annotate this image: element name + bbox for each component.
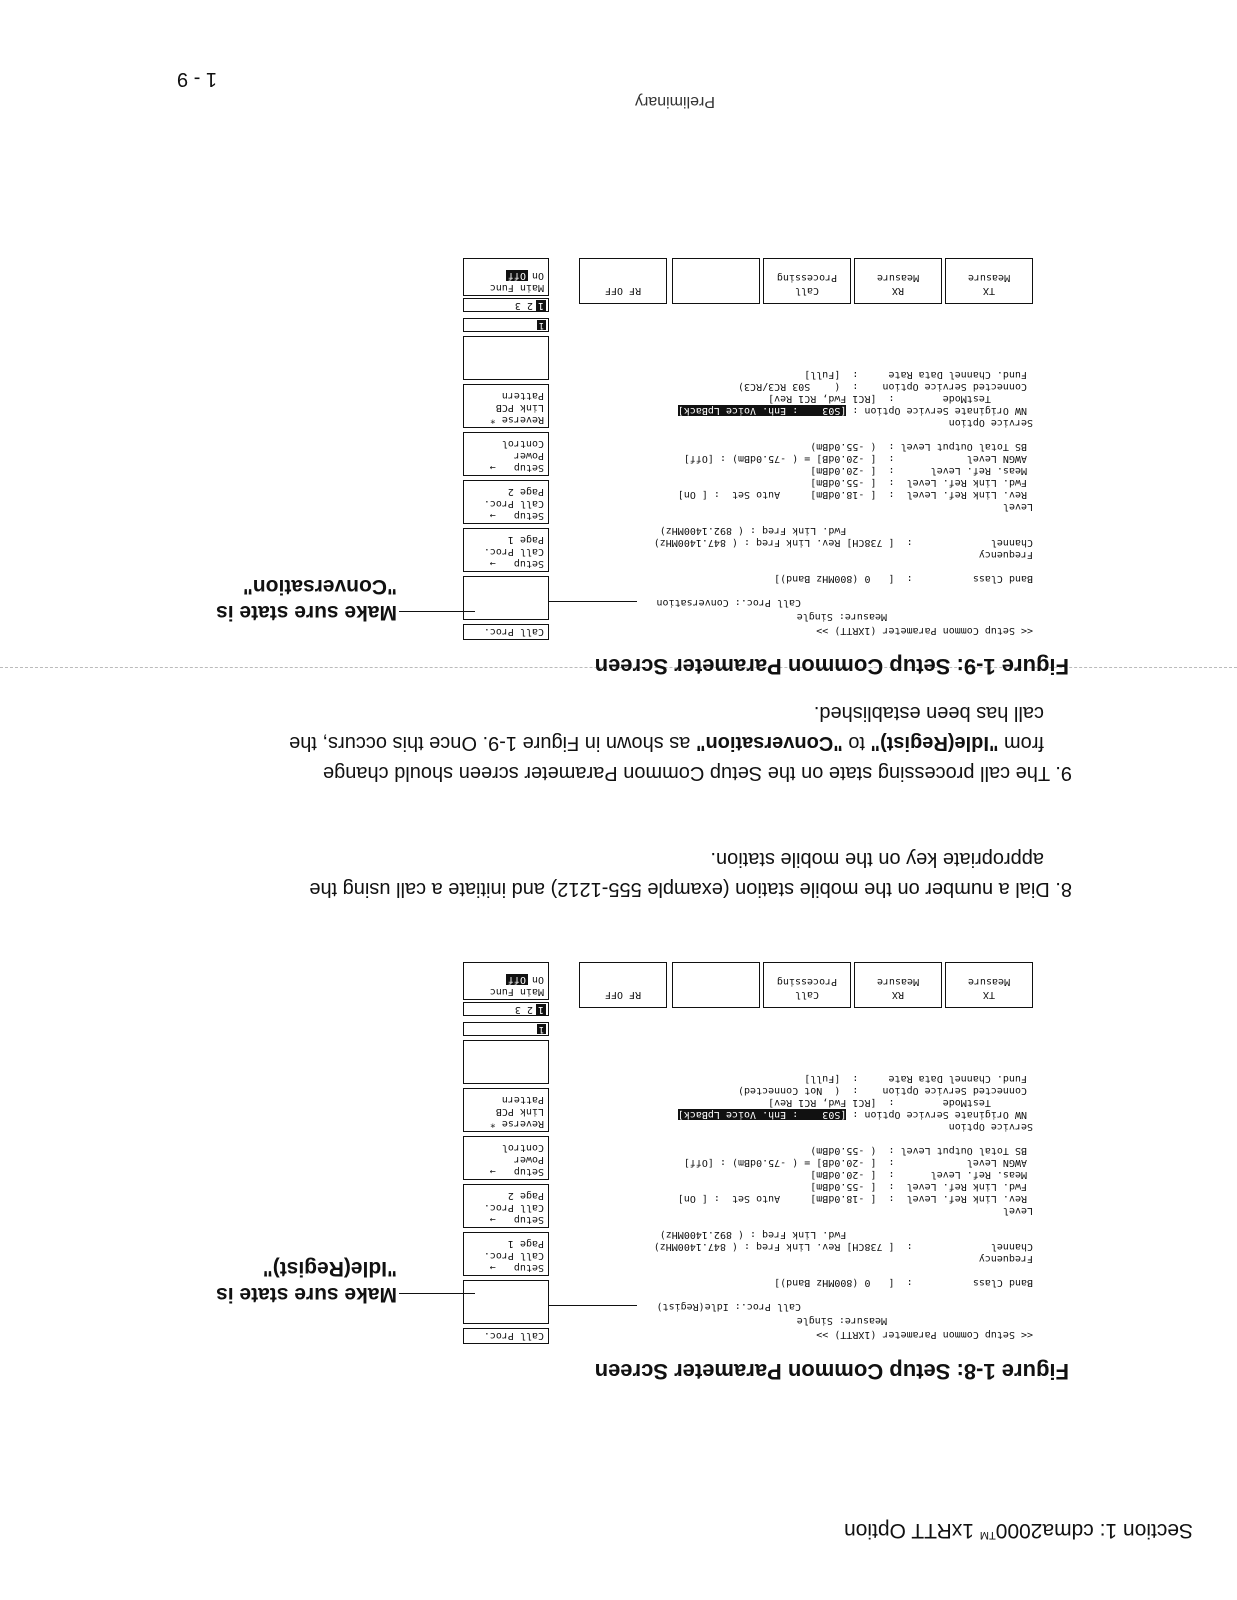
meas-ref-level: Meas. Ref. Level : [ -20.0dBm] — [810, 1169, 1033, 1180]
service-option-heading: Service Option — [948, 1121, 1033, 1132]
fwd-link-ref-level: Fwd. Link Ref. Level : [ -55.0dBm] — [810, 1181, 1033, 1192]
softkey-blank-2[interactable] — [463, 336, 549, 380]
softkey-blank-1[interactable] — [463, 1280, 549, 1324]
callout-line-1: Make sure state is — [216, 601, 397, 624]
setup-common-parameter-screen-idle — [462, 959, 1037, 1344]
other-pages[interactable]: 2 3 — [514, 1004, 533, 1015]
softkey-blank-1[interactable] — [463, 576, 549, 620]
tab-rf-off[interactable]: RF OFF — [579, 962, 667, 1008]
softkey-blank-2[interactable] — [463, 1040, 549, 1084]
page-number: 1 - 9 — [176, 68, 217, 90]
step-8-line-1: 8. Dial a number on the mobile station (example 555-1212) and initiate a call using the — [309, 878, 1072, 900]
screen-title: << Setup Common Parameter (1XRTT) >> — [816, 625, 1033, 636]
nw-originate-label: NW Originate Service Option : — [846, 1109, 1033, 1120]
step-8 — [162, 844, 1072, 904]
tab-rx-measure[interactable]: RX Measure — [854, 258, 942, 304]
call-proc-state: Call Proc.: Conversation — [656, 597, 801, 608]
nw-originate-label: NW Originate Service Option : — [846, 405, 1033, 416]
callout-line-2: "Conversation" — [242, 575, 397, 598]
meas-ref-level: Meas. Ref. Level : [ -20.0dBm] — [810, 465, 1033, 476]
testmode-row: TestMode : [RC1 Fwd, RC1 Rev] — [768, 1097, 1033, 1108]
current-page[interactable]: 1 — [537, 1004, 544, 1015]
softkey-call-proc-page-2[interactable]: Setup → Call Proc. Page 2 — [463, 1184, 549, 1228]
measure-mode: Measure: Single — [796, 611, 887, 622]
callout-arrow — [399, 611, 475, 612]
fwd-link-ref-level: Fwd. Link Ref. Level : [ -55.0dBm] — [810, 477, 1033, 488]
level-heading: Level — [1002, 1205, 1033, 1216]
page-selector[interactable] — [463, 1002, 549, 1016]
measure-mode: Measure: Single — [796, 1315, 887, 1326]
band-class: Band Class : [ 0 (800MHz Band)] — [774, 573, 1033, 584]
softkey-reverse-link-pcb-pattern[interactable]: Reverse * Link PCB Pattern — [463, 384, 549, 428]
connected-service-option: Connected Service Option : ( Not Connected) — [737, 1085, 1033, 1096]
tab-rx-measure[interactable]: RX Measure — [854, 962, 942, 1008]
main-func-toggle[interactable] — [463, 962, 549, 1000]
fund-channel-data-rate: Fund. Channel Data Rate : [Full] — [804, 369, 1033, 380]
connected-service-option: Connected Service Option : ( S03 RC3/RC3) — [737, 381, 1033, 392]
softkey-call-proc-page-1[interactable]: Setup → Call Proc. Page 1 — [463, 528, 549, 572]
callout-pointer — [549, 601, 637, 602]
tab-rf-off[interactable]: RF OFF — [579, 258, 667, 304]
callout-line-1: Make sure state is — [216, 1283, 397, 1306]
callout-line-2: "Idle(Regist)" — [262, 1257, 397, 1280]
step-9-line-2: from "Idle(Regist)" to "Conversation" as shown in Figure 1-9. Once this occurs, the — [289, 732, 1044, 754]
nw-originate-service-option — [678, 1108, 1033, 1120]
preliminary-label: Preliminary — [634, 93, 715, 110]
off-option[interactable]: Off — [507, 270, 526, 281]
channel-row: Channel : [ 738CH] Rev. Link Freq : ( 847.1400MHz) — [653, 537, 1033, 548]
bs-total-output-level: BS Total Output Level : ( -55.0dBm) — [810, 1145, 1033, 1156]
main-func-toggle[interactable] — [463, 258, 549, 296]
callout-arrow — [399, 1293, 475, 1294]
call-proc-state: Call Proc.: Idle(Regist) — [656, 1301, 801, 1312]
callout-idle — [216, 1255, 397, 1307]
callout-conversation — [216, 573, 397, 625]
main-func-label: Main Func — [489, 282, 544, 293]
awgn-level: AWGN Level : [ -20.0dB] = ( -75.0dBm) : [Off] — [683, 1157, 1033, 1168]
tab-blank[interactable] — [672, 962, 760, 1008]
service-option-heading: Service Option — [948, 417, 1033, 428]
rev-link-ref-level: Rev. Link Ref. Level : [ -18.0dBm] Auto Set : [ On] — [677, 489, 1033, 500]
figure-1-8-caption: Figure 1-8: Setup Common Parameter Screen — [594, 1359, 1069, 1384]
tab-call-processing[interactable]: Call Processing — [763, 962, 851, 1008]
figure-1-9-caption: Figure 1-9: Setup Common Parameter Screen — [594, 654, 1069, 679]
softkey-call-proc[interactable]: Call Proc. — [463, 1328, 549, 1344]
softkey-reverse-link-pcb-pattern[interactable]: Reverse * Link PCB Pattern — [463, 1088, 549, 1132]
fwd-freq-row: Fwd. Link Freq : ( 892.1400MHz) — [659, 525, 1033, 536]
softkey-power-control[interactable]: Setup → Power Control — [463, 1136, 549, 1180]
tab-call-processing[interactable]: Call Processing — [763, 258, 851, 304]
softkey-call-proc-page-1[interactable]: Setup → Call Proc. Page 1 — [463, 1232, 549, 1276]
section-title: Section 1: cdma2000™ 1xRTT Option — [844, 1519, 1193, 1542]
screen-indicator — [463, 1022, 549, 1036]
indicator-value: 1 — [538, 1024, 545, 1034]
frequency-heading: Frequency — [978, 1253, 1033, 1264]
tab-blank[interactable] — [672, 258, 760, 304]
indicator-value: 1 — [538, 320, 545, 330]
bs-total-output-level: BS Total Output Level : ( -55.0dBm) — [810, 441, 1033, 452]
channel-row: Channel : [ 738CH] Rev. Link Freq : ( 847.1400MHz) — [653, 1241, 1033, 1252]
step-8-line-2: appropriate key on the mobile station. — [710, 848, 1044, 870]
current-page[interactable]: 1 — [537, 300, 544, 311]
on-option[interactable]: On — [531, 270, 544, 281]
tab-tx-measure[interactable]: TX Measure — [945, 962, 1033, 1008]
softkey-call-proc[interactable]: Call Proc. — [463, 624, 549, 640]
level-heading: Level — [1002, 501, 1033, 512]
tab-tx-measure[interactable]: TX Measure — [945, 258, 1033, 304]
function-tabs — [557, 258, 1037, 304]
screen-title: << Setup Common Parameter (1XRTT) >> — [816, 1329, 1033, 1340]
function-tabs — [557, 962, 1037, 1008]
softkey-call-proc-page-2[interactable]: Setup → Call Proc. Page 2 — [463, 480, 549, 524]
callout-pointer — [549, 1305, 637, 1306]
frequency-heading: Frequency — [978, 549, 1033, 560]
setup-common-parameter-screen-conversation — [462, 255, 1037, 640]
testmode-row: TestMode : [RC1 Fwd, RC1 Rev] — [768, 393, 1033, 404]
awgn-level: AWGN Level : [ -20.0dB] = ( -75.0dBm) : [Off] — [683, 453, 1033, 464]
softkey-power-control[interactable]: Setup → Power Control — [463, 432, 549, 476]
on-option[interactable]: On — [531, 974, 544, 985]
nw-originate-value[interactable]: [S03 : Enh. Voice LpBack] — [677, 1109, 847, 1120]
step-9-line-1: 9. The call processing state on the Setup Common Parameter screen should change — [323, 762, 1072, 784]
nw-originate-service-option — [678, 404, 1033, 416]
fund-channel-data-rate: Fund. Channel Data Rate : [Full] — [804, 1073, 1033, 1084]
main-func-label: Main Func — [489, 986, 544, 997]
rev-link-ref-level: Rev. Link Ref. Level : [ -18.0dBm] Auto Set : [ On] — [677, 1193, 1033, 1204]
other-pages[interactable]: 2 3 — [514, 300, 533, 311]
page-selector[interactable] — [463, 298, 549, 312]
fwd-freq-row: Fwd. Link Freq : ( 892.1400MHz) — [659, 1229, 1033, 1240]
step-9 — [162, 698, 1072, 788]
off-option[interactable]: Off — [507, 974, 526, 985]
screen-indicator — [463, 318, 549, 332]
nw-originate-value[interactable]: [S03 : Enh. Voice LpBack] — [677, 405, 847, 416]
band-class: Band Class : [ 0 (800MHz Band)] — [774, 1277, 1033, 1288]
step-9-line-3: call has been established. — [813, 702, 1044, 724]
